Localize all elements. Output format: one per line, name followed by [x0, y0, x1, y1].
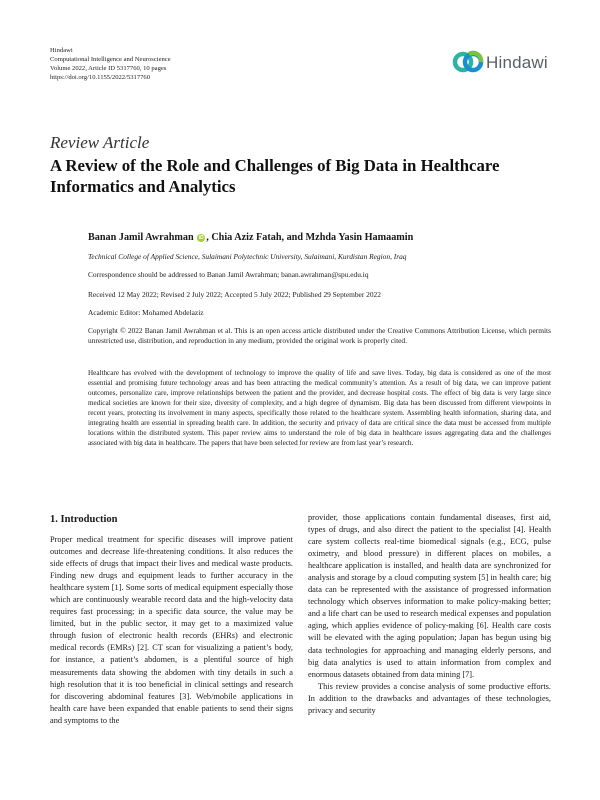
- publisher-name: Hindawi: [50, 47, 73, 54]
- article-title: A Review of the Role and Challenges of Big Data in Healthcare Informatics and Analytics: [50, 156, 500, 196]
- section-heading: 1. Introduction: [50, 514, 118, 525]
- orcid-icon[interactable]: iD: [198, 235, 204, 241]
- copyright-notice: Copyright © 2022 Banan Jamil Awrahman et al. This is an open access article distributed under the Creative Commons Attribution License, which permits unrestricted use, distribution, and reproduction in any medium, provided the original work is properly cited.: [88, 326, 551, 345]
- other-authors: , Chia Aziz Fatah, and Mzhda Yasin Hamaamin: [206, 232, 414, 243]
- journal-header: [50, 46, 171, 82]
- volume-info: Volume 2022, Article ID 5317760, 10 pages: [50, 65, 167, 72]
- journal-name: Computational Intelligence and Neuroscience: [50, 56, 171, 63]
- article-type: Review Article: [50, 133, 150, 152]
- paragraph: provider, those applications contain fundamental diseases, first aid, types of drugs, and also direct the patient to the specialist [4]. Health care system collects real-time biomedical signals (e.g., ECG, pulse oximetry, and blood pressure) in different places on mobiles, a healthcare application is installed, and health data are synchronized for analysis and storage by a cloud computing system [5] in health care; big data can be represented with the assistance of progressed information technology which observes information to make policy-making better; and a life chart can be used to research medical expenses and population aging, which applies evidence of policy-making [6]. Health care costs will be elevated with the aging population; Japan has begun using big data technologies for approaching and managing elderly persons, and big data analytics is used to attain information from complex and enormous datasets obtained from data mining [7].: [308, 513, 551, 679]
- academic-editor: Academic Editor: Mohamed Abdelaziz: [88, 308, 204, 317]
- body-column-left: [50, 534, 293, 727]
- abstract: Healthcare has evolved with the development of technology to improve the quality of life and save lives. Today, big data is considered as one of the most essential and promising future technology areas and has been attracting the medical community’s attention. As a result of big data, we can improve patient outcomes, personalize care, improve relationships between the patient and the provider, and decrease hospital costs. The effect of big data is very large since medical societies are known for their size, diversity of complexity, and a high degree of dynamism. Big data has been discussed from different viewpoints in recent years, protecting its involvement in many aspects, specifically those related to the healthcare system. Assembling health information, sharing data, and integrating health are essential in spreading health care. In addition, the security and privacy of data are critical since the data must be accessed from multiple locations within the distributed system. This paper review aims to understand the role of big data in healthcare issues aggregating data and the challenges associated with big data in healthcare. The papers that have been selected for review are from last year’s research.: [88, 369, 551, 447]
- hindawi-logo: [452, 47, 572, 81]
- first-author[interactable]: Banan Jamil Awrahman: [88, 232, 194, 243]
- body-column-right: [308, 512, 551, 717]
- doi-link[interactable]: https://doi.org/10.1155/2022/5317760: [50, 74, 151, 81]
- author-list: [88, 232, 413, 243]
- article-dates: Received 12 May 2022; Revised 2 July 2022; Accepted 5 July 2022; Published 29 September 2022: [88, 290, 381, 299]
- affiliation: Technical College of Applied Science, Sulaimani Polytechnic University, Sulaimani, Kurdistan Region, Iraq: [88, 252, 407, 261]
- hindawi-logo-icon: [452, 47, 486, 77]
- paragraph: Proper medical treatment for specific diseases will improve patient outcomes and decrease life-threatening conditions. It also reduces the side effects of drugs that impact their lives and medical waste products. Finding new drugs and equipment leads to further accuracy in the healthcare system [1]. Some sorts of medical equipment especially those which are continuously wearable record data and the high-velocity data requires fast processing; in a specific data source, the value may be limited, but in the public sector, it may get to a maximized value through fusion of electronic health records (EHRs) and electronic medical records (EMRs) [2]. CT scan for visualizing a patient’s body, for instance, a patient’s abdomen, is a plentiful source of high measurements data showing the abdomen with tiny details in such a high resolution that it is too beneficial in clinical settings and research for discovering abdominal features [3]. Web/mobile applications in health care have been expanded that enable patients to send their signs and symptoms to the: [50, 535, 293, 725]
- paragraph: This review provides a concise analysis of some productive efforts. In addition to the drawbacks and advantages of these technologies, privacy and security: [308, 681, 551, 715]
- logo-wordmark: Hindawi: [486, 53, 548, 72]
- correspondence: Correspondence should be addressed to Banan Jamil Awrahman; banan.awrahman@spu.edu.iq: [88, 270, 369, 279]
